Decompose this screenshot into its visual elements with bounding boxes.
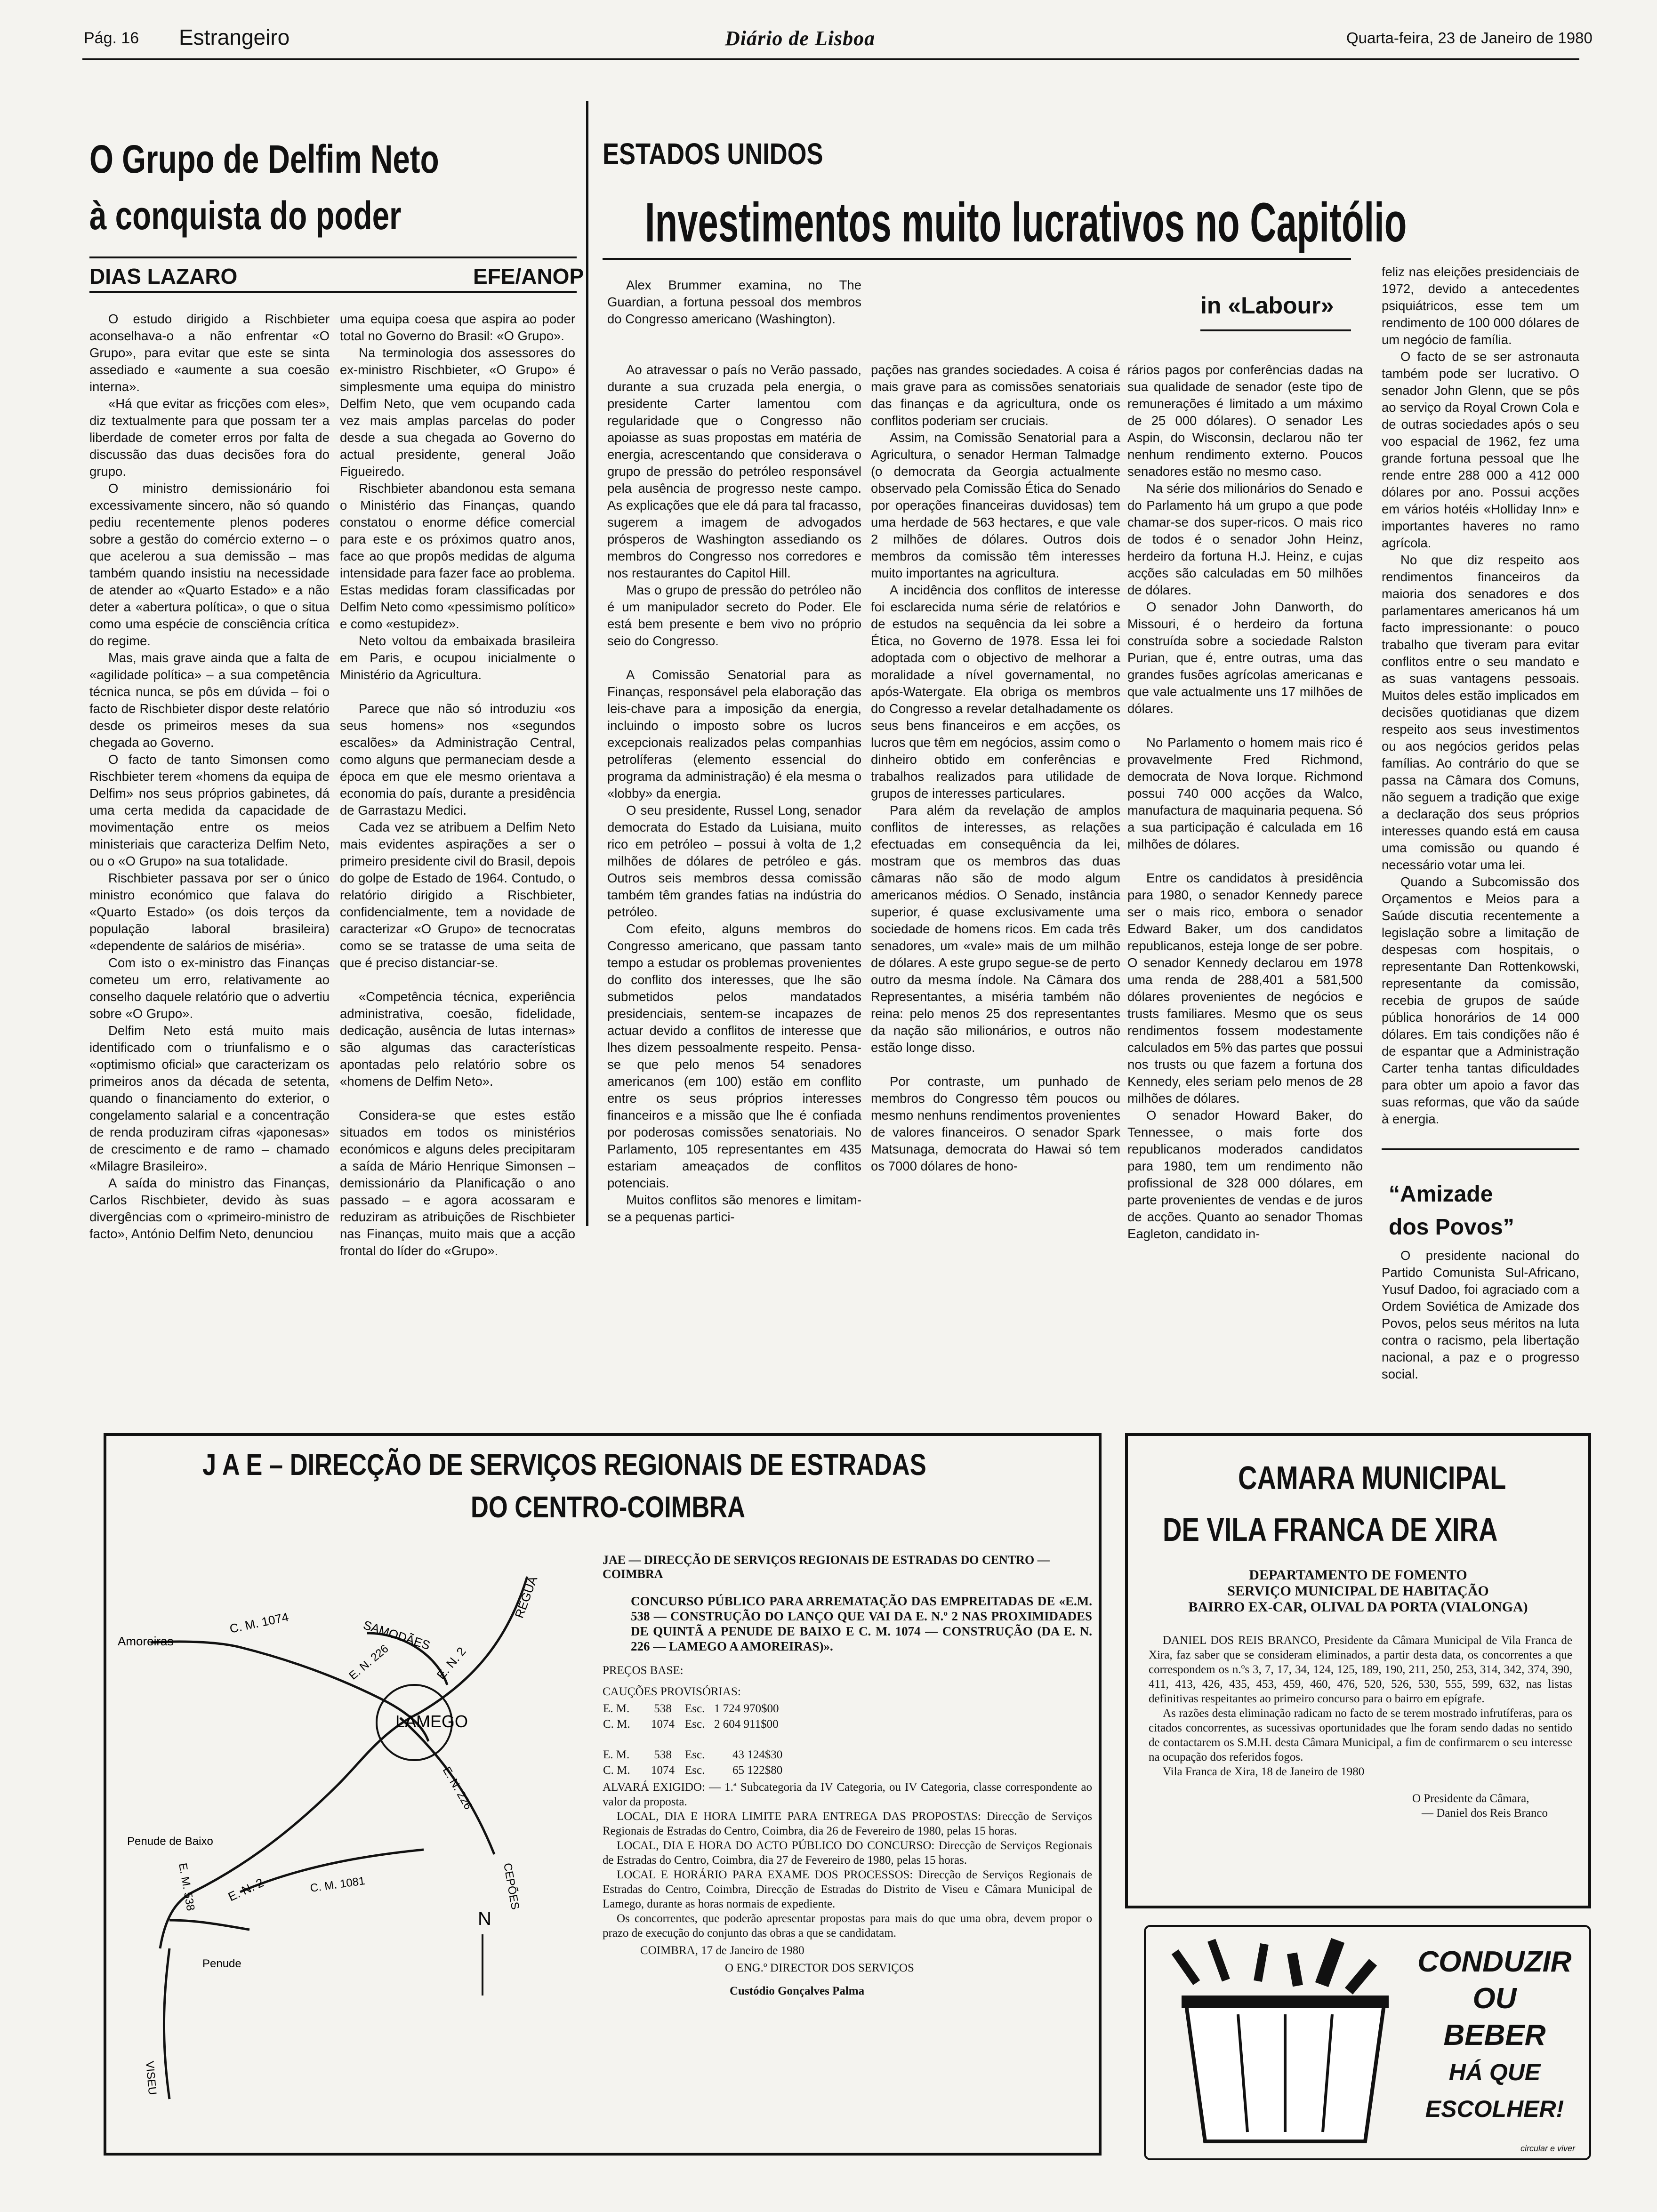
paragraph: DANIEL DOS REIS BRANCO, Presidente da Câmara Municipal de Vila Franca de Xira, faz saber que se consideram eliminados, a partir desta data, os concorrentes a que correspondem os n.ºs 3, 7, 17, 34, 124, 125, 189, 190, 211, 250, 253, 314, 342, 374, 390, 411, 413, 426, 435, 453, 459, 460, 476, 520, 526, 530, 555, 599, 632, nas listas definitivas respeitantes ao primeiro concurso para o bairro em epígrafe. <box>1149 1634 1572 1705</box>
paragraph: A incidência dos conflitos de interesse foi esclarecida numa série de relatórios e de estudos na sequência da lei sobre a Ética, no Governo de 1978. Essa lei foi adoptada com o objectivo de melhorar a moralidade a nível governamental, no após-Watergate. Ela obriga os membros do Congresso a revelar detalhadamente os seus bens financeiros e em acções, os lucros que têm em negócios, assim como o dinheiro obtido em conferências e trabalhos realizados para utilidade de grupos de interesses particulares. <box>871 583 1120 801</box>
jae-local1: LOCAL, DIA E HORA LIMITE PARA ENTREGA DAS PROPOSTAS: Direcção de Serviços Regionais de Estradas do Centro, Coimbra, dia 26 de Fevereiro de 1980, pelas 15 horas. <box>603 1810 1092 1837</box>
cell: 1074 <box>651 1764 675 1777</box>
camara-header <box>1144 1567 1572 1615</box>
cell: 2 604 911$00 <box>714 1718 779 1731</box>
paragraph: Quando a Subcomissão dos Orçamentos e Meios para a Saúde discutia recentemente a legislação sobre a limitação de despesas com hospitais, o representante Dan Rottenkowski, representante da comissão, recebia de grupos de saúde pública honorários de 14 000 dólares. Em tais condições não é de espantar que a Administração Carter tenha tantas dificuldades para obter um apoio a favor das suas reformas, que vão da saúde à energia. <box>1382 874 1579 1126</box>
drive-line4: HÁ QUE ESCOLHER! <box>1425 2059 1564 2122</box>
main-col3 <box>1127 361 1363 1242</box>
page-number: Pág. 16 <box>84 29 139 47</box>
map-label-amoreiras: Amoreiras <box>118 1634 174 1648</box>
jae-signer: Custódio Gonçalves Palma <box>730 1985 865 1997</box>
cell: E. M. <box>603 1702 630 1715</box>
paragraph: O senador Howard Baker, do Tennessee, o mais forte dos republicanos moderados candidatos para 1980, tem um rendimento não profissional de 328 000 dólares, em parte provenientes de vendas e de juros de acções. Quanto ao senador Thomas Eagleton, candidato in- <box>1127 1108 1363 1241</box>
paragraph: No Parlamento o homem mais rico é provavelmente Fred Richmond, democrata de Nova Iorque. Richmond possui 740 000 acções da Walco, manufactura de maquinaria pequena. Só a sua participação é calculada em 16 milhões de dólares. <box>1127 735 1363 851</box>
issue-date: Quarta-feira, 23 de Janeiro de 1980 <box>1346 29 1593 47</box>
byline-bottom-rule <box>89 291 577 293</box>
paragraph: O seu presidente, Russel Long, senador democrata do Estado da Luisiana, muito rico em petróleo – possui à volta de 1,2 milhões de dólares de petróleo e gás. Outros seis membros dessa comissão também têm grandes fatias na indústria do petróleo. <box>607 803 861 919</box>
paragraph: Muitos conflitos são menores e limitam-se a pequenas partici- <box>607 1193 861 1224</box>
article-subhead: in «Labour» <box>1200 292 1334 319</box>
table-row <box>603 1747 783 1763</box>
headline-rule <box>603 258 1351 260</box>
paragraph: Com efeito, alguns membros do Congresso americano, que passam tanto tempo a estudar os problemas provenientes do conflito dos interesses, que lhe são submetidos pelos mandatados presidenciais, sentem-se incapazes de actuar devido a conflitos de interesse que lhes dizem pessoalmente respeito. Pensa-se que pelo menos 54 senadores americanos (em 100) estão em conflito entre os seus próprios interesses financeiros e a missão que lhe é confiada por poderosas comissões senatoriais. No Parlamento, 105 representantes em 435 estariam ameaçados de conflitos potenciais. <box>607 922 861 1190</box>
camara-bairro: BAIRRO EX-CAR, OLIVAL DA PORTA (VIALONGA) <box>1188 1599 1528 1615</box>
road-en226b <box>400 1718 494 1854</box>
jae-precos-label: PREÇOS BASE: <box>603 1664 684 1677</box>
camara-dept: DEPARTAMENTO DE FOMENTO <box>1249 1567 1467 1583</box>
intro-paragraph: Alex Brummer examina, no The Guardian, a fortuna pessoal dos membros do Congresso americano (Washington). <box>607 278 861 326</box>
map-label-regua: RÉGUA <box>512 1574 540 1620</box>
jae-local3: LOCAL E HORÁRIO PARA EXAME DOS PROCESSOS: Direcção de Serviços Regionais de Estradas do Centro, Coimbra, Direcção de Estradas do Distrito de Viseu e Câmara Municipal de Lamego, durante as horas normais de expediente. <box>603 1868 1092 1910</box>
jae-concorrentes: Os concorrentes, que poderão apresentar propostas para mais do que uma obra, devem propor o prazo de execução do conjunto das obras a que se candidatam. <box>603 1912 1092 1940</box>
main-col4 <box>1382 264 1579 1128</box>
road-en2 <box>160 1577 527 1948</box>
jae-signer-title: O ENG.º DIRECTOR DOS SERVIÇOS <box>725 1962 914 1974</box>
paragraph: Com isto o ex-ministro das Finanças cometeu um erro, relativamente ao conselho daquele relatório que o advertiu sobre «O Grupo». <box>89 955 330 1021</box>
camara-body <box>1149 1633 1572 1820</box>
main-col1 <box>607 361 861 1226</box>
road-penude <box>169 1920 249 1930</box>
camara-sign1: O Presidente da Câmara, <box>1412 1792 1529 1805</box>
brief-title-line1: “Amizade <box>1389 1182 1493 1207</box>
road-map <box>118 1563 588 2141</box>
paragraph: O estudo dirigido a Rischbieter aconselhava-o a não enfrentar «O Grupo», para evitar que este se sinta assediado e «aumente a sua coesão interna». <box>89 312 330 394</box>
jae-place-date: COIMBRA, 17 de Janeiro de 1980 <box>640 1944 804 1957</box>
cell: 1 724 970$00 <box>714 1702 779 1715</box>
paragraph: O presidente nacional do Partido Comunista Sul-Africano, Yusuf Dadoo, foi agraciado com a Ordem Soviética de Amizade dos Povos, pelos seus méritos na luta contra o racismo, pela libertação nacional, a paz e o progresso social. <box>1382 1248 1579 1381</box>
jae-concurso: CONCURSO PÚBLICO PARA ARREMATAÇÃO DAS EMPREITADAS DE «E.M. 538 — CONSTRUÇÃO DO LANÇO QUE VAI DA E. N.º 2 NAS PROXIMIDADES DE QUINTÃ A PENUDE DE BAIXO E C. M. 1074 — CONSTRUÇÃO (DA E. N. 226 — LAMEGO A AMOREIRAS)». <box>631 1594 1092 1653</box>
brief-title-line2: dos Povos” <box>1389 1215 1514 1240</box>
jae-text <box>603 1553 1092 1998</box>
paragraph: Neto voltou da embaixada brasileira em Paris, e ocupou inicialmente o Ministério da Agricultura. <box>340 633 575 682</box>
jae-title-line2: DO CENTRO-COIMBRA <box>471 1490 746 1524</box>
map-label-cm1081: C. M. 1081 <box>309 1874 366 1895</box>
table-row <box>603 1701 783 1716</box>
jae-alvara: ALVARÁ EXIGIDO: — 1.ª Subcategoria da IV Categoria, ou IV Categoria, classe correspondente ao valor da proposta. <box>603 1781 1092 1808</box>
drive-line3: BEBER <box>1443 2019 1546 2052</box>
paragraph: Mas o grupo de pressão do petróleo não é um manipulador secreto do Poder. Ele está bem presente e bem vivo no próprio seio do Congresso. <box>607 583 861 648</box>
camara-servico: SERVIÇO MUNICIPAL DE HABITAÇÃO <box>1227 1583 1489 1599</box>
paragraph: Na série dos milionários do Senado e do Parlamento há um grupo a que pode chamar-se dos super-ricos. O mais rico de todos é o senador John Heinz, herdeiro da fortuna H.J. Heinz, e cujas acções são calculadas em 50 milhões de dólares. <box>1127 481 1363 597</box>
table-row <box>603 1716 783 1732</box>
cell: Esc. <box>685 1748 705 1761</box>
paragraph: Considera-se que estes estão situados em todos os ministérios económicos e alguns deles precipitaram a saída de Mário Henrique Simonsen – demissionário da Planificação o ano passado – e agora acossaram e reduziram as atribuições de Rischbieter nas Finanças, muito mais que a acção frontal do líder do «Grupo». <box>340 1108 575 1258</box>
paragraph: O ministro demissionário foi excessivamente sincero, não só quando pediu recentemente plenos poderes sobre a gestão do comércio externo – o que acelerou a sua demissão – mas também quando insistiu na necessidade de atender ao «Quarto Estado» e a não deter a «abertura política», o que o situa como uma espécie de consciência crítica do regime. <box>89 481 330 648</box>
camara-sign2: — Daniel dos Reis Branco <box>1422 1807 1548 1819</box>
paragraph: Parece que não só introduziu «os seus homens» nos «segundos escalões» da Administração Central, como alguns que permaneciam desde a época em que ele mesmo orientava a economia do país, durante a presidência de Garrastazu Medici. <box>340 701 575 817</box>
brief-rule <box>1382 1148 1579 1150</box>
byline-top-rule <box>89 256 577 258</box>
map-label-em538: E. M. 538 <box>176 1862 197 1912</box>
article-title-line2: à conquista do poder <box>89 193 402 238</box>
paragraph: Rischbieter passava por ser o único ministro económico que falava do «Quarto Estado» (os dois terços da população laboral brasileira) «dependente de salários de miséria». <box>89 871 330 953</box>
map-label-viseu: VISEU <box>143 2060 159 2096</box>
cell: 538 <box>654 1748 672 1761</box>
paragraph: rários pagos por conferências dadas na sua qualidade de senador (este tipo de remunerações é limitado a um máximo de 25 000 dólares). O senador Les Aspin, do Wisconsin, declarou não ter nenhum rendimento externo. Poucos senadores estão no mesmo caso. <box>1127 362 1363 479</box>
paragraph: Entre os candidatos à presidência para 1980, o senador Kennedy parece ser o mais rico, embora o senador Edward Baker, um dos candidatos republicanos, esteja longe de ser pobre. O senador Kennedy declarou em 1978 uma renda de 288,401 a 581,500 dólares provenientes de negócios e trusts familiares. Mesmo que os seus rendimentos fossem modestamente calculados em 5% das partes que possui nos trusts ou que fazem a fortuna dos Kennedy, eles seriam pelo menos de 28 milhões de dólares. <box>1127 871 1363 1106</box>
brief-body <box>1382 1247 1579 1383</box>
jae-local2: LOCAL, DIA E HORA DO ACTO PÚBLICO DO CONCURSO: Direcção de Serviços Regionais de Estradas do Centro, Coimbra, dia 27 de Fevereiro de 1980, pelas 15 horas. <box>603 1839 1092 1867</box>
header-rule <box>82 58 1579 60</box>
map-label-en226b: E. N. 226 <box>440 1764 475 1812</box>
main-col2 <box>871 361 1120 1175</box>
article-kicker: ESTADOS UNIDOS <box>603 137 823 171</box>
paragraph: Por contraste, um punhado de membros do Congresso têm poucos ou mesmo nenhuns rendimentos provenientes de valores financeiros. O senador Spark Matsunaga, democrata do Hawai só tem os 7000 dólares de hono- <box>871 1074 1120 1173</box>
paragraph: O facto de se ser astronauta também pode ser lucrativo. O senador John Glenn, que se pôs ao serviço da Royal Crown Cola e de outras sociedades após o seu voo espacial de 1962, fez uma grande fortuna pessoal que lhe rende entre 288 000 a 412 000 dólares por ano. Possui acções em vários hotéis «Holliday Inn» e importantes haveres no ramo agrícola. <box>1382 349 1579 550</box>
paragraph: A Comissão Senatorial para as Finanças, responsável pela elaboração das leis-chave para a imposição da energia, incluindo o imposto sobre os lucros excepcionais realizados pelas companhias petrolíferas (elemento essencial do programa da administração) é ela mesma o «lobby» da energia. <box>607 667 861 801</box>
paragraph: uma equipa coesa que aspira ao poder total no Governo do Brasil: «O Grupo». <box>340 312 575 343</box>
agency-credit: EFE/ANOP <box>473 264 584 289</box>
map-label-lamego: LAMEGO <box>395 1712 468 1731</box>
drive-line2: OU <box>1472 1982 1517 2015</box>
map-label-penude-baixo: Penude de Baixo <box>127 1835 213 1848</box>
paragraph: A saída do ministro das Finanças, Carlos Rischbieter, devido às suas divergências com o «primeiro-ministro de facto», António Delfim Neto, denunciou <box>89 1176 330 1241</box>
paragraph: O facto de tanto Simonsen como Rischbieter terem «homens da equipa de Delfim» nos seus próprios gabinetes, dá uma certa medida da capacidade de movimentação entre os meios ministeriais que caracteriza Delfim Neto, ou o «O Grupo» na sua totalidade. <box>89 752 330 868</box>
paragraph: Assim, na Comissão Senatorial para a Agricultura, o senador Herman Talmadge (o democrata da Georgia actualmente observado pela Comissão Ética do Senado por operações financeiras duvidosas) tem uma herdade de 563 hectares, e que vale 2 milhões de dólares. Outros dois membros da comissão têm interesses muito importantes na agricultura. <box>871 430 1120 580</box>
paragraph: «Competência técnica, experiência administrativa, coesão, fidelidade, dedicação, ausência de lutas internas» são algumas das características apontadas pelo relatório sobre os «homens de Delfim Neto». <box>340 989 575 1089</box>
drive-line1: CONDUZIR <box>1417 1946 1572 1978</box>
paragraph: Delfim Neto está muito mais identificado com o triunfalismo e o «optimismo oficial» que caracterizam os primeiros anos da década de setenta, quando o financiamento do exterior, o congelamento salarial e a concentração de renda produziram cifras «japonesas» de crescimento e de ramo – chamado «Milagre Brasileiro». <box>89 1023 330 1173</box>
cell: 65 122$80 <box>732 1764 783 1777</box>
map-label-cm1074: C. M. 1074 <box>228 1610 290 1636</box>
jae-precos-table <box>603 1701 783 1778</box>
road-viseu <box>164 1948 169 2099</box>
paragraph: As razões desta eliminação radicam no facto de se terem mostrado infrutíferas, para os citados concorrentes, as sucessivas oportunidades que lhe foram sendo dadas no sentido de contactarem os S.M.H. desta Câmara Municipal, a fim de confirmarem o seu interesse na ocupação dos referidos fogos. <box>1149 1707 1572 1763</box>
paragraph: Na terminologia dos assessores do ex-ministro Rischbieter, «O Grupo» é simplesmente uma equipa do ministro Delfim Neto, que vem ocupando cada vez mais amplas parcelas do poder desde a sua chegada ao Governo do actual presidente, general João Figueiredo. <box>340 345 575 479</box>
cell: 1074 <box>651 1718 675 1731</box>
trash-can-illustration-icon <box>1153 1934 1417 2151</box>
jae-title-line1: J A E – DIRECÇÃO DE SERVIÇOS REGIONAIS DE ESTRADAS <box>202 1448 926 1482</box>
main-intro <box>607 277 861 328</box>
cell: C. M. <box>603 1718 630 1731</box>
paragraph: Ao atravessar o país no Verão passado, durante a sua cruzada pela energia, o presidente Carter lamentou com regularidade que o Congresso não apoiasse as suas propostas em matéria de energia, acrescentando que considerava o grupo de pressão do petróleo responsável pela ausência de progresso neste campo. As explicações que ele dá para tal fracasso, sugerem a imagem de advogados prósperos de Washington assediando os membros do Congresso nos corredores e nos restaurantes do Capitol Hill. <box>607 362 861 580</box>
byline: DIAS LAZARO <box>89 264 238 289</box>
map-label-penude: Penude <box>202 1957 241 1970</box>
map-label-samodaes: SAMODÃES <box>362 1618 432 1653</box>
drive-ad-slogan <box>1403 1944 1586 2127</box>
paragraph: feliz nas eleições presidenciais de 1972, devido a antecedentes psiquiátricos, esse tem um rendimento de 100 000 dólares de um negócio de família. <box>1382 264 1579 347</box>
paragraph: O senador John Danworth, do Missouri, é o herdeiro da fortuna construída sobre a sociedade Ralston Purian, que é, entre outras, uma das grandes fusões agrícolas americanas e que vale actualmente uns 17 milhões de dólares. <box>1127 600 1363 716</box>
paragraph: Rischbieter abandonou esta semana o Ministério das Finanças, quando constatou o enorme défice comercial para este e os próximos quatro anos, face ao que propôs medidas de alguma intensidade para fazer face ao problema. Estas medidas foram classificadas por Delfim Neto como «pessimismo político» e como «estupidez». <box>340 481 575 631</box>
cell: E. M. <box>603 1748 630 1761</box>
article-title-line1: O Grupo de Delfim Neto <box>89 137 439 181</box>
paragraph: pações nas grandes sociedades. A coisa é mais grave para as comissões senatoriais das finanças e da agricultura, onde os conflitos poderiam ser cruciais. <box>871 362 1120 428</box>
map-label-en2: E. N. 2 <box>434 1644 469 1682</box>
cell: 43 124$30 <box>732 1748 783 1761</box>
column-divider <box>586 101 588 1226</box>
jae-caucoes-label: CAUÇÕES PROVISÓRIAS: <box>603 1685 741 1698</box>
paragraph: «Há que evitar as fricções com eles», diz textualmente para que possam ter a liberdade de cometer erros por falta de discussão das duas decisões fora do grupo. <box>89 396 330 479</box>
paragraph: Mas, mais grave ainda que a falta de «agilidade política» – a sua competência técnica nunca, se pôs em dúvida – foi o facto de Rischbieter dispor deste relatório desde os primeiros meses da sua chegada ao Governo. <box>89 650 330 750</box>
drive-ad-credit: circular e viver <box>1520 2144 1576 2153</box>
cell: Esc. <box>685 1764 705 1777</box>
section-name: Estrangeiro <box>179 25 290 49</box>
camara-title-line1: CAMARA MUNICIPAL <box>1238 1459 1506 1496</box>
cell: 538 <box>654 1702 672 1715</box>
map-label-north: N <box>478 1908 491 1929</box>
cell: Esc. <box>685 1702 705 1715</box>
camara-place-date: Vila Franca de Xira, 18 de Janeiro de 1980 <box>1163 1765 1365 1778</box>
masthead: Diário de Lisboa <box>725 27 876 50</box>
map-label-cepoes: CEPÕES <box>501 1862 522 1911</box>
paragraph: No que diz respeito aos rendimentos financeiros da maioria dos senadores e dos parlamentares americanos há um facto impressionante: o pouco trabalho que tiveram para evitar conflitos entre o seu mandato e as suas vantagens pessoais. Muitos deles estão implicados em decisões quotidianas que dizem respeito aos seus investimentos ou aos negócios geridos pelas famílias. Ao contrário do que se passa na Câmara dos Comuns, não seguem a tradição que exige a declaração dos seus próprios interesses quando está em causa uma comissão ou quando é necessário votar uma lei. <box>1382 553 1579 872</box>
paragraph: Para além da revelação de amplos conflitos de interesses, as relações efectuadas em consequência da lei, mostram que os membros das duas câmaras não são de modo algum americanos médios. O Senado, instância superior, é quase exclusivamente uma sociedade de homens ricos. Em cada três senadores, um «vale» mais de um milhão de dólares. A este grupo segue-se de perto outro da mesma índole. Na Câmara dos Representantes, a miséria também não reina: pelo menos 25 dos representantes da nação são milionários, e outros não estão longe disso. <box>871 803 1120 1055</box>
map-label-en226: E. N. 226 <box>346 1642 391 1683</box>
paragraph: Cada vez se atribuem a Delfim Neto mais evidentes aspirações a ser o primeiro presidente civil do Brasil, depois do golpe de Estado de 1964. Contudo, o relatório dirigido a Rischbieter, confidencialmente, tem a novidade de caracterizar «O Grupo» de tecnocratas como se se tratasse de uma seita de que é preciso distanciar-se. <box>340 820 575 970</box>
jae-org: JAE — DIRECÇÃO DE SERVIÇOS REGIONAIS DE ESTRADAS DO CENTRO — COIMBRA <box>603 1553 1050 1581</box>
article-headline: Investimentos muito lucrativos no Capitólio <box>645 192 1407 254</box>
left-article-col1 <box>89 311 330 1242</box>
cell: C. M. <box>603 1764 630 1777</box>
left-article-col2 <box>340 311 575 1259</box>
subhead-rule <box>1200 329 1351 331</box>
camara-title-line2: DE VILA FRANCA DE XIRA <box>1163 1511 1498 1548</box>
table-row <box>603 1763 783 1778</box>
cell: Esc. <box>685 1718 705 1731</box>
map-label-en2b: E. N. 2 <box>225 1875 266 1904</box>
